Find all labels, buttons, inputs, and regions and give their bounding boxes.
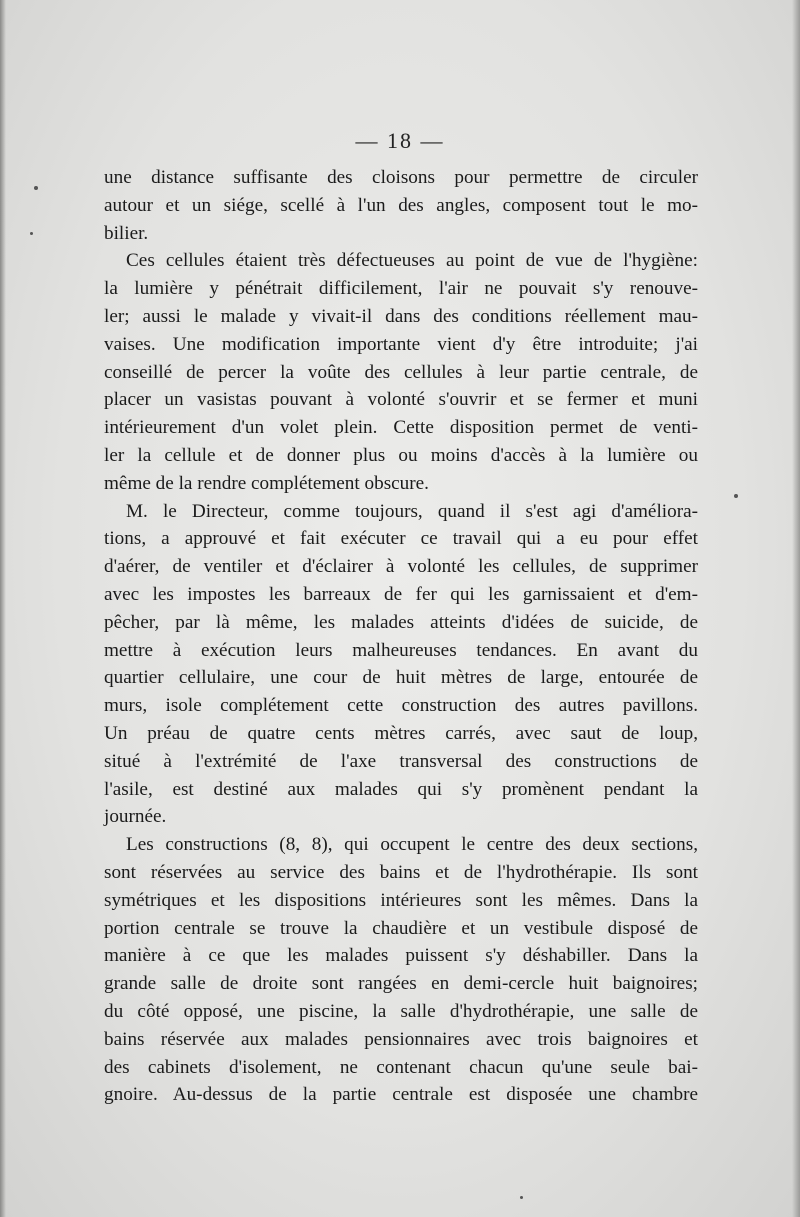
- text-line: portion centrale se trouve la chaudière et un vestibule disposé de: [104, 917, 698, 939]
- page-number: — 18 —: [355, 128, 445, 153]
- text-line: même de la rendre complétement obscure.: [104, 472, 429, 494]
- text-line: tions, a approuvé et fait exécuter ce travail qui a eu pour effet: [104, 528, 698, 550]
- text-line: ler la cellule et de donner plus ou moins d'accès à la lumière ou: [104, 444, 698, 466]
- text-line: du côté opposé, une piscine, la salle d'hydrothérapie, une salle de: [104, 1000, 698, 1022]
- text-line: intérieurement d'un volet plein. Cette disposition permet de venti-: [104, 417, 698, 439]
- paper-speck: [34, 186, 38, 190]
- text-line: bains réservée aux malades pensionnaires avec trois baignoires et: [104, 1028, 698, 1050]
- text-line: Ces cellules étaient très défectueuses au point de vue de l'hygiène:: [126, 250, 698, 272]
- paper-speck: [30, 232, 33, 235]
- page-right-edge-shadow: [792, 0, 800, 1217]
- text-line: murs, isole complétement cette construction des autres pavillons.: [104, 695, 698, 717]
- text-line: conseillé de percer la voûte des cellules à leur partie centrale, de: [104, 361, 698, 383]
- page-left-edge-shadow: [0, 0, 6, 1217]
- text-line: des cabinets d'isolement, ne contenant chacun qu'une seule bai-: [104, 1056, 698, 1078]
- text-line: journée.: [104, 806, 167, 828]
- text-line: d'aérer, de ventiler et d'éclairer à volonté les cellules, de supprimer: [104, 556, 698, 578]
- text-line: mettre à exécution leurs malheureuses tendances. En avant du: [104, 639, 698, 661]
- text-line: la lumière y pénétrait difficilement, l'air ne pouvait s'y renouve-: [104, 278, 698, 300]
- text-line: symétriques et les dispositions intérieures sont les mêmes. Dans la: [104, 889, 698, 911]
- text-line: Un préau de quatre cents mètres carrés, avec saut de loup,: [104, 722, 698, 744]
- text-line: manière à ce que les malades puissent s'y déshabiller. Dans la: [104, 945, 698, 967]
- paper-speck: [520, 1196, 523, 1199]
- text-line: Les constructions (8, 8), qui occupent le centre des deux sections,: [126, 834, 698, 856]
- text-line: l'asile, est destiné aux malades qui s'y promènent pendant la: [104, 778, 698, 800]
- text-line: autour et un siége, scellé à l'un des angles, composent tout le mo-: [104, 194, 698, 216]
- text-line: ler; aussi le malade y vivait-il dans des conditions réellement mau-: [104, 305, 698, 327]
- text-line: M. le Directeur, comme toujours, quand il s'est agi d'améliora-: [126, 500, 698, 522]
- body-text: [104, 164, 698, 1109]
- text-line: sont réservées au service des bains et de l'hydrothérapie. Ils sont: [104, 861, 698, 883]
- text-line: gnoire. Au-dessus de la partie centrale est disposée une chambre: [104, 1084, 698, 1106]
- text-line: grande salle de droite sont rangées en demi-cercle huit baignoires;: [104, 973, 698, 995]
- text-line: quartier cellulaire, une cour de huit mètres de large, entourée de: [104, 667, 698, 689]
- text-line: situé à l'extrémité de l'axe transversal des constructions de: [104, 750, 698, 772]
- text-line: avec les impostes les barreaux de fer qui les garnissaient et d'em-: [104, 583, 698, 605]
- text-line: une distance suffisante des cloisons pour permettre de circuler: [104, 167, 698, 188]
- text-line: pêcher, par là même, les malades atteints d'idées de suicide, de: [104, 611, 698, 633]
- text-line: placer un vasistas pouvant à volonté s'ouvrir et se fermer et muni: [104, 389, 698, 411]
- text-line: vaises. Une modification importante vient d'y être introduite; j'ai: [104, 333, 698, 355]
- text-line: bilier.: [104, 222, 149, 244]
- paper-speck: [734, 494, 738, 498]
